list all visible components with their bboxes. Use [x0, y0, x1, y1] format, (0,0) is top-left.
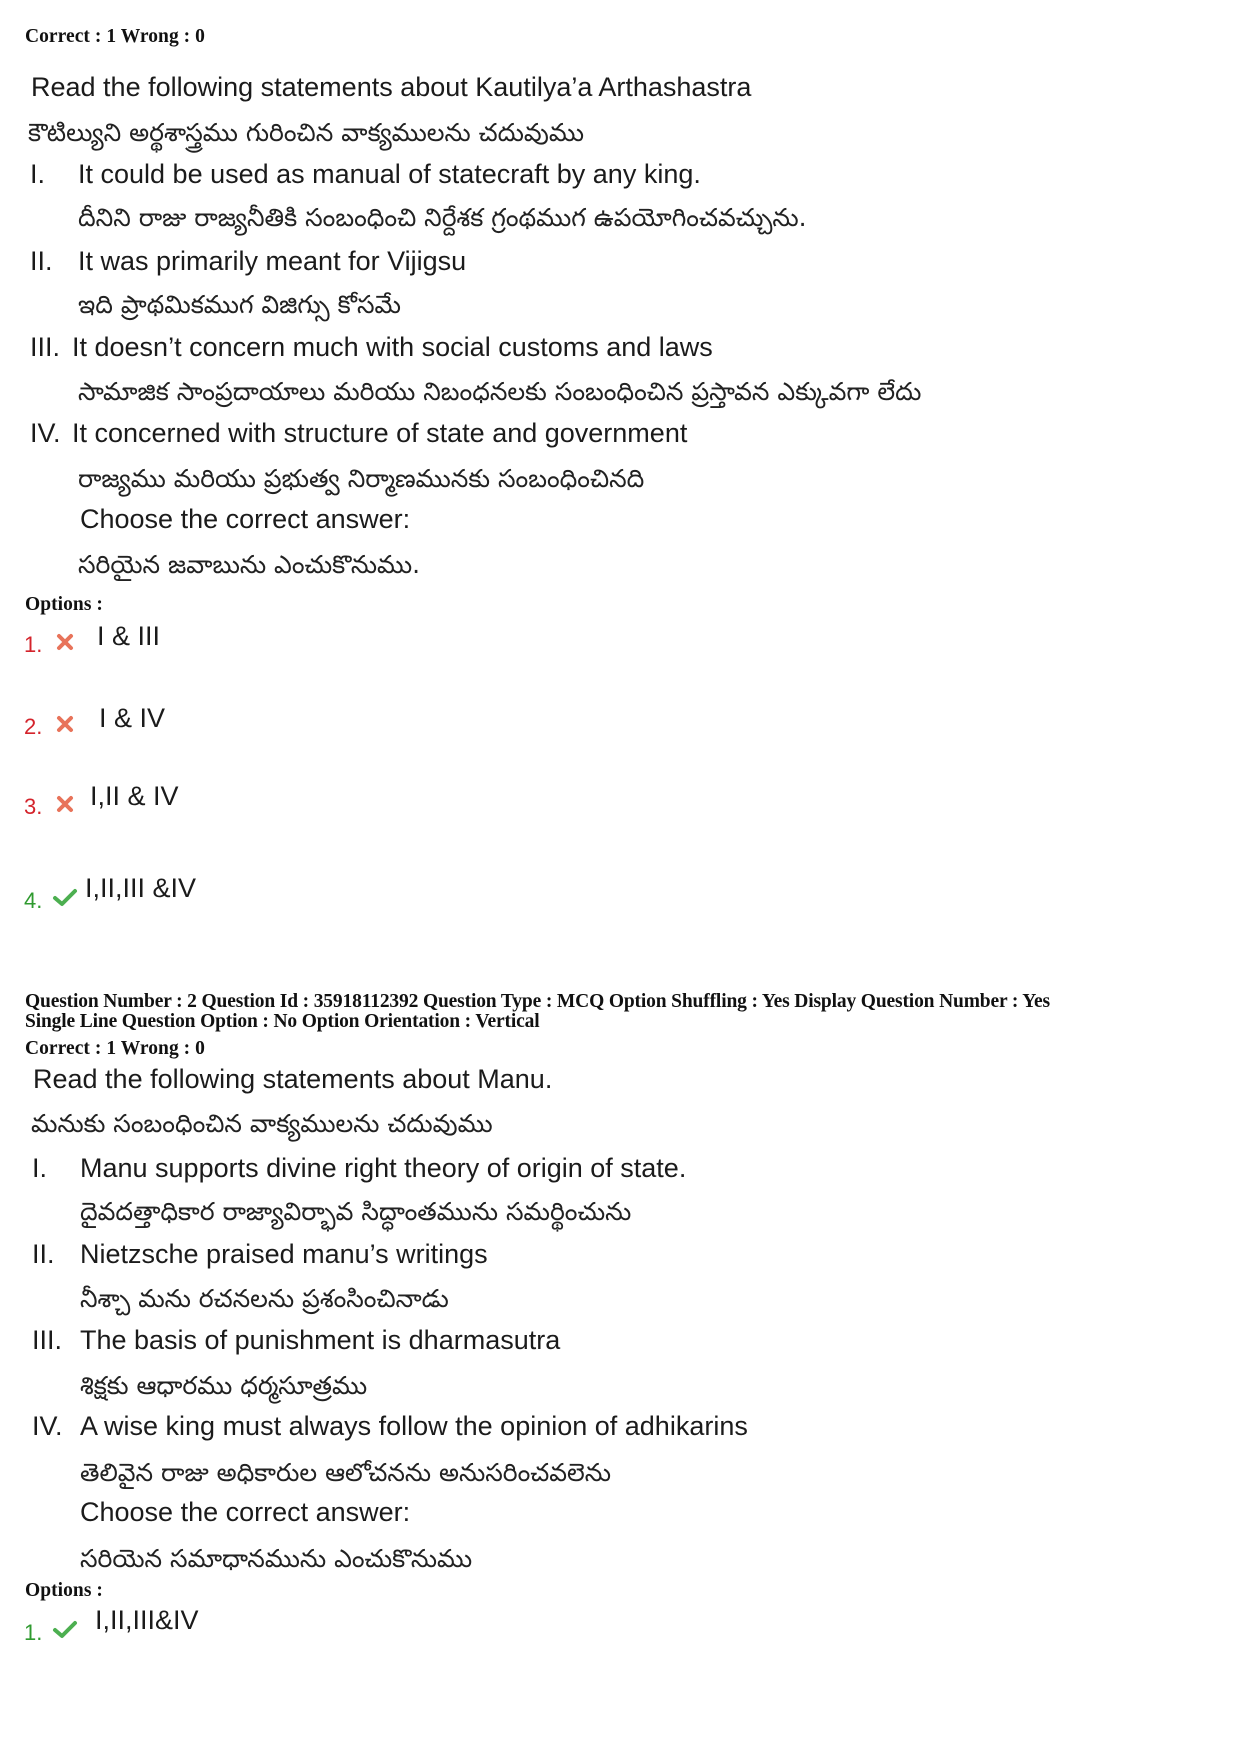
q1-title-te: కౌటిల్యుని అర్థశాస్త్రము గురించిన వాక్యములను చదువుము [28, 118, 584, 147]
q1-statement-3-num: III. [30, 332, 61, 362]
q2-meta-line-1: Question Number : 2 Question Id : 35918112392 Question Type : MCQ Option Shuffling : Yes Display Question Number : Yes [25, 991, 1050, 1012]
q1-choose-en: Choose the correct answer: [80, 504, 411, 534]
q1-statement-1-en: It could be used as manual of statecraft by any king. [78, 159, 701, 189]
q1-title-en: Read the following statements about Kautilya’a Arthashastra [31, 72, 752, 102]
q2-statement-3-en: The basis of punishment is dharmasutra [80, 1325, 561, 1355]
q2-choose-te: సరియెన సమాధానమును ఎంచుకొనుము [80, 1544, 473, 1573]
q1-options-label: Options : [25, 594, 103, 615]
q1-statement-2-en: It was primarily meant for Vijigsu [78, 246, 467, 276]
q1-option-3-text: I,II & IV [90, 781, 179, 811]
q1-statement-1-te: దీనిని రాజు రాజ్యనీతికి సంబంధించి నిర్దేశక గ్రంథముగ ఉపయోగించవచ్చును. [78, 203, 807, 232]
q2-option-1-number: 1. [24, 1620, 43, 1645]
q1-option-1-text: I & III [97, 621, 161, 651]
q2-statement-4-num: IV. [32, 1411, 63, 1441]
q1-option-1-number: 1. [24, 632, 43, 657]
q1-option-2-text: I & IV [99, 703, 166, 733]
q1-statement-3-te: సామాజిక సాంప్రదాయాలు మరియు నిబంధనలకు సంబంధించిన ప్రస్తావన ఎక్కువగా లేదు [78, 377, 922, 406]
q1-statement-2-num: II. [30, 246, 53, 276]
q2-statement-2-num: II. [32, 1239, 55, 1269]
q2-score: Correct : 1 Wrong : 0 [25, 1038, 205, 1059]
cross-icon [54, 714, 76, 734]
q2-option-1-text: I,II,III&IV [95, 1605, 199, 1635]
q2-statement-4-en: A wise king must always follow the opinion of adhikarins [80, 1411, 748, 1441]
q2-statement-1-en: Manu supports divine right theory of origin of state. [80, 1153, 687, 1183]
cross-icon [54, 794, 76, 814]
q2-choose-en: Choose the correct answer: [80, 1497, 411, 1527]
q2-statement-4-te: తెలివైన రాజు అధికారుల ఆలోచనను అనుసరించవలెను [80, 1458, 611, 1487]
q1-score: Correct : 1 Wrong : 0 [25, 26, 205, 47]
q1-option-2-number: 2. [24, 714, 43, 739]
q1-statement-4-num: IV. [30, 418, 61, 448]
q1-choose-te: సరియైన జవాబును ఎంచుకొనుము. [78, 550, 421, 579]
q1-option-4-text: I,II,III &IV [85, 873, 197, 903]
q1-option-4-number: 4. [24, 888, 43, 913]
q1-statement-4-en: It concerned with structure of state and government [72, 418, 688, 448]
q1-statement-4-te: రాజ్యము మరియు ప్రభుత్వ నిర్మాణమునకు సంబంధించినది [78, 464, 645, 493]
check-icon [52, 1619, 78, 1639]
q2-title-te: మనుకు సంబంధించిన వాక్యములను చదువుము [31, 1109, 493, 1138]
q2-options-label: Options : [25, 1580, 103, 1601]
q2-statement-1-te: దైవదత్తాధికార రాజ్యావిర్భావ సిద్ధాంతమును సమర్థించును [80, 1197, 632, 1226]
q1-statement-3-en: It doesn’t concern much with social customs and laws [72, 332, 713, 362]
q2-statement-3-num: III. [32, 1325, 63, 1355]
q1-option-3-number: 3. [24, 794, 43, 819]
q2-statement-3-te: శిక్షకు ఆధారము ధర్మసూత్రము [80, 1371, 368, 1400]
q1-statement-1-num: I. [30, 159, 46, 189]
q2-title-en: Read the following statements about Manu. [33, 1064, 553, 1094]
check-icon [52, 887, 78, 907]
q2-statement-2-te: నీశ్చా మను రచనలను ప్రశంసించినాడు [80, 1284, 449, 1313]
q1-statement-2-te: ఇది ప్రాథమికముగ విజిగ్సు కోసమే [78, 290, 401, 319]
cross-icon [54, 632, 76, 652]
q2-meta-line-2: Single Line Question Option : No Option Orientation : Vertical [25, 1011, 540, 1032]
q2-statement-1-num: I. [32, 1153, 48, 1183]
q2-statement-2-en: Nietzsche praised manu’s writings [80, 1239, 488, 1269]
